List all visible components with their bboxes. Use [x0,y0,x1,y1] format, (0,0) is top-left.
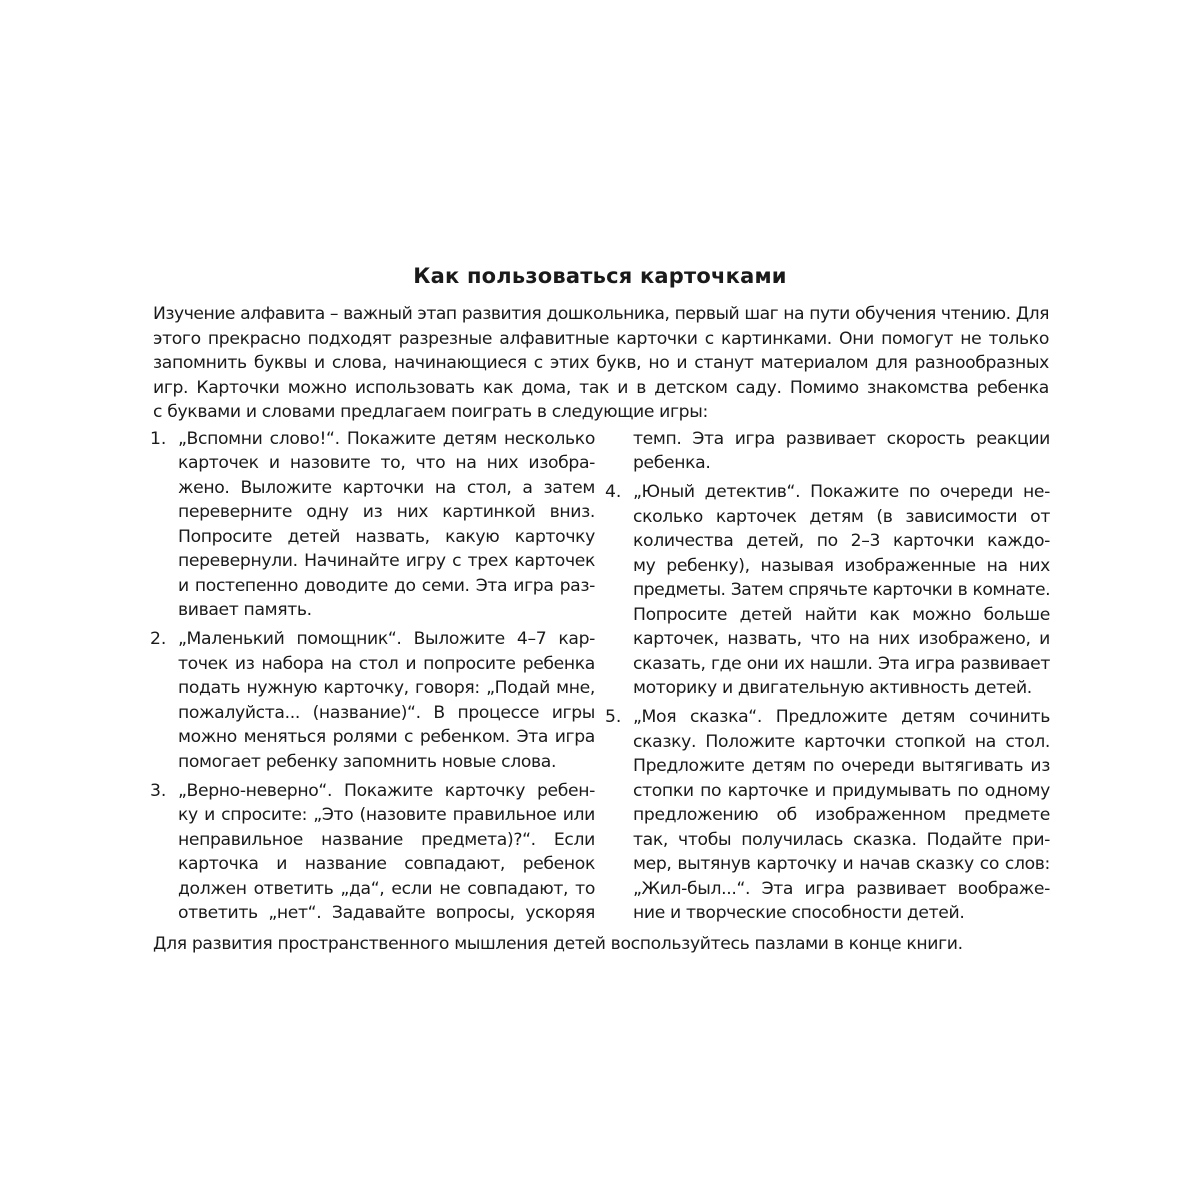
game-line: сказку. Положите карточки стопкой на стол. [633,731,1050,752]
game-line: моторику и двигательную активность детей. [633,678,1032,698]
game-line: „Маленький помощник“. Выложите 4–7 кар- [178,629,595,649]
game-line: карточек, назвать, что на них изображено, и [633,629,1050,649]
games-column-right [605,427,1050,931]
game-text [178,427,595,623]
game-line: стопки по карточке и придумывать по одному [633,780,1050,801]
game-line: сколько карточек детям (в зависимости от [633,506,1050,527]
game-line: количества детей, по 2–3 карточки каждо- [633,531,1050,551]
intro-line: запомнить буквы и слова, начинающиеся с этих букв, но и станут материалом для разнообразных [153,353,1049,373]
game-number: 1. [150,428,167,449]
game-item-2 [150,627,595,774]
game-line: ку и спросите: „Это (назовите правильное или [178,805,595,825]
game-text [633,705,1050,926]
game-line: Попросите детей назвать, какую карточку [178,526,595,547]
game-number: 3. [150,780,167,801]
game-line: темп. Эта игра развивает скорость реакции [633,428,1050,449]
game-item-3 [150,779,595,926]
page-title: Как пользоваться карточками [413,264,787,288]
game-line: ребенка. [633,453,711,473]
game-line: переверните одну из них картинкой вниз. [178,502,595,522]
game-line: сказать, где они их нашли. Эта игра развивает [633,653,1050,674]
game-line: вивает память. [178,600,312,620]
game-line: так, чтобы получилась сказка. Подайте при- [633,829,1050,850]
game-line: „Юный детектив“. Покажите по очереди не- [633,482,1050,502]
game-line: Попросите детей найти как можно больше [633,604,1050,625]
game-line: му ребенку), называя изображенные на них [633,555,1050,576]
game-line: „Моя сказка“. Предложите детям сочинить [633,707,1050,727]
game-item-4 [605,480,1050,701]
game-line: предложению об изображенном предмете [633,805,1050,825]
game-text [178,627,595,774]
game-line: „Верно-неверно“. Покажите карточку ребен- [178,780,595,801]
game-line: пожалуйста... (название)“. В процессе игры [178,702,595,723]
game-line: мер, вытянув карточку и начав сказку со слов: [633,854,1050,874]
game-line: „Вспомни слово!“. Покажите детям несколько [178,428,595,449]
intro-line: игр. Карточки можно использовать как дома, так и в детском саду. Помимо знакомства ребенка [153,377,1049,398]
game-line: неправильное название предмета)?“. Если [178,829,595,850]
games-column-left [150,427,595,931]
game-number: 5. [605,707,622,727]
intro-paragraph [153,302,1049,425]
game-line: карточка и название совпадают, ребенок [178,854,595,874]
footer-note: Для развития пространственного мышления детей воспользуйтесь пазлами в конце книги. [153,934,963,954]
game-line: перевернули. Начинайте игру с трех карточек [178,551,595,571]
game-line: предметы. Затем спрячьте карточки в комнате. [633,580,1050,600]
game-line: жено. Выложите карточки на стол, а затем [178,477,595,498]
game-line: Предложите детям по очереди вытягивать из [633,756,1050,776]
game-number: 2. [150,629,167,649]
game-number: 4. [605,482,622,502]
game-line: и постепенно доводите до семи. Эта игра раз- [178,575,595,596]
game-item-5 [605,705,1050,926]
game-line: ние и творческие способности детей. [633,903,965,923]
game-line: подать нужную карточку, говоря: „Подай мне, [178,678,595,698]
game-line: помогает ребенку запомнить новые слова. [178,751,557,772]
game-line: точек из набора на стол и попросите ребенка [178,653,595,674]
games-columns [150,427,1050,931]
game-text [178,779,595,926]
game-item-3-continuation [633,427,1050,476]
game-line: можно меняться ролями с ребенком. Эта игра [178,727,595,747]
intro-line: Изучение алфавита – важный этап развития дошкольника, первый шаг на пути обучения чтению. Для [153,304,1049,324]
game-line: „Жил-был...“. Эта игра развивает воображе- [633,878,1050,899]
game-line: должен ответить „да“, если не совпадают, то [178,878,595,899]
game-line: ответить „нет“. Задавайте вопросы, ускоряя [178,903,595,923]
game-item-1 [150,427,595,623]
intro-line: с буквами и словами предлагаем поиграть в следующие игры: [153,402,708,422]
intro-line: этого прекрасно подходят разрезные алфавитные карточки с картинками. Они помогут не только [153,328,1049,349]
game-line: карточек и назовите то, что на них изобра- [178,453,595,473]
game-text [633,480,1050,701]
